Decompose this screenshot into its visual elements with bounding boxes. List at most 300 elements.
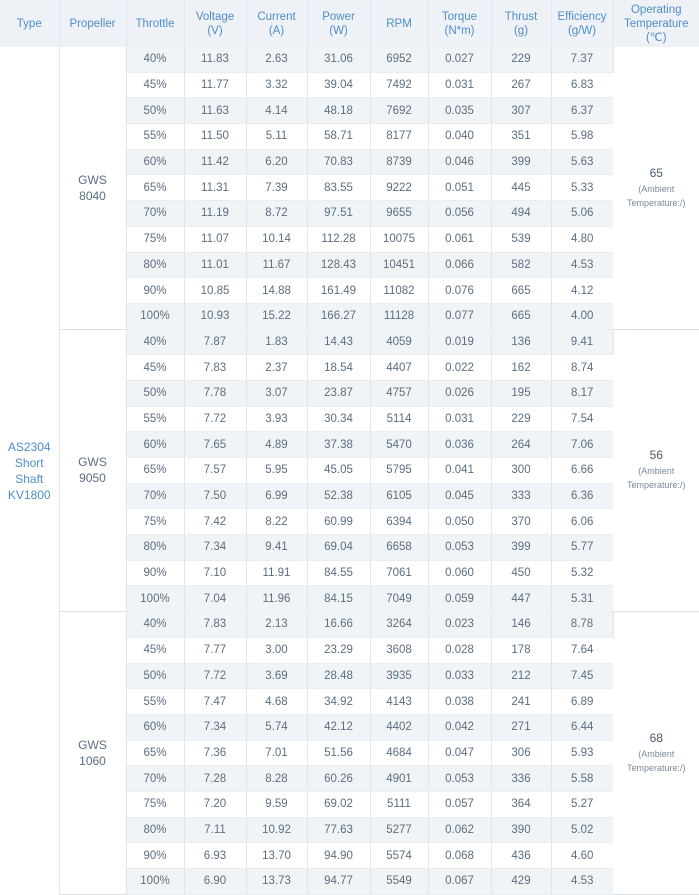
cell-current: 11.91 (246, 560, 307, 586)
cell-throttle: 70% (126, 483, 184, 509)
cell-power: 84.55 (307, 560, 370, 586)
cell-power: 69.04 (307, 535, 370, 561)
cell-power: 128.43 (307, 252, 370, 278)
cell-power: 69.02 (307, 791, 370, 817)
cell-throttle: 75% (126, 791, 184, 817)
cell-voltage: 11.50 (184, 124, 246, 150)
propeller-cell (59, 47, 126, 329)
cell-torque: 0.040 (428, 124, 491, 150)
cell-throttle: 100% (126, 586, 184, 612)
cell-rpm: 5574 (370, 843, 428, 869)
cell-current: 8.72 (246, 201, 307, 227)
cell-throttle: 100% (126, 303, 184, 329)
cell-voltage: 7.78 (184, 380, 246, 406)
cell-current: 3.00 (246, 637, 307, 663)
cell-rpm: 5114 (370, 406, 428, 432)
cell-current: 5.11 (246, 124, 307, 150)
cell-power: 39.04 (307, 72, 370, 98)
header-voltage: Voltage (V) (184, 0, 246, 47)
cell-thrust: 450 (491, 560, 551, 586)
cell-rpm: 4757 (370, 380, 428, 406)
table-body (0, 47, 699, 894)
cell-current: 2.13 (246, 612, 307, 638)
ambient-temperature-note: Temperature:/) (614, 196, 699, 210)
ambient-temperature-note: Temperature:/) (614, 761, 699, 775)
header-operating-temperature: Operating Temperature (℃) (613, 0, 699, 47)
cell-throttle: 65% (126, 740, 184, 766)
cell-rpm: 6394 (370, 509, 428, 535)
cell-efficiency: 6.44 (551, 714, 613, 740)
cell-efficiency: 6.06 (551, 509, 613, 535)
cell-power: 60.26 (307, 766, 370, 792)
cell-voltage: 7.83 (184, 355, 246, 381)
propeller-line: 8040 (60, 188, 126, 204)
ambient-temperature-note: Temperature:/) (614, 478, 699, 492)
cell-power: 28.48 (307, 663, 370, 689)
cell-efficiency: 6.83 (551, 72, 613, 98)
cell-rpm: 7692 (370, 98, 428, 124)
cell-voltage: 11.42 (184, 149, 246, 175)
cell-throttle: 90% (126, 560, 184, 586)
cell-power: 83.55 (307, 175, 370, 201)
cell-current: 15.22 (246, 303, 307, 329)
cell-torque: 0.076 (428, 278, 491, 304)
temperature-value: 65 (614, 166, 699, 180)
cell-throttle: 60% (126, 714, 184, 740)
cell-current: 10.92 (246, 817, 307, 843)
cell-efficiency: 4.80 (551, 226, 613, 252)
cell-voltage: 11.31 (184, 175, 246, 201)
cell-torque: 0.056 (428, 201, 491, 227)
cell-torque: 0.047 (428, 740, 491, 766)
cell-efficiency: 7.06 (551, 432, 613, 458)
cell-throttle: 50% (126, 380, 184, 406)
motor-type-line: Short Shaft (0, 455, 59, 487)
cell-voltage: 7.65 (184, 432, 246, 458)
cell-voltage: 6.93 (184, 843, 246, 869)
cell-current: 6.20 (246, 149, 307, 175)
cell-rpm: 7049 (370, 586, 428, 612)
cell-power: 48.18 (307, 98, 370, 124)
cell-voltage: 11.07 (184, 226, 246, 252)
cell-efficiency: 7.54 (551, 406, 613, 432)
cell-torque: 0.062 (428, 817, 491, 843)
cell-rpm: 3935 (370, 663, 428, 689)
cell-thrust: 306 (491, 740, 551, 766)
cell-torque: 0.031 (428, 72, 491, 98)
cell-voltage: 11.83 (184, 47, 246, 72)
cell-current: 7.01 (246, 740, 307, 766)
motor-type-line: AS2304 (0, 439, 59, 455)
cell-voltage: 10.93 (184, 303, 246, 329)
cell-rpm: 4402 (370, 714, 428, 740)
cell-throttle: 40% (126, 329, 184, 355)
cell-torque: 0.050 (428, 509, 491, 535)
cell-torque: 0.057 (428, 791, 491, 817)
cell-rpm: 4901 (370, 766, 428, 792)
cell-torque: 0.031 (428, 406, 491, 432)
cell-thrust: 436 (491, 843, 551, 869)
cell-current: 7.39 (246, 175, 307, 201)
cell-thrust: 178 (491, 637, 551, 663)
cell-power: 51.56 (307, 740, 370, 766)
cell-thrust: 665 (491, 303, 551, 329)
cell-thrust: 539 (491, 226, 551, 252)
cell-efficiency: 4.53 (551, 869, 613, 895)
cell-current: 13.73 (246, 869, 307, 895)
table-row (0, 612, 699, 638)
cell-efficiency: 5.02 (551, 817, 613, 843)
ambient-temperature-note: (Ambient (614, 747, 699, 761)
cell-rpm: 11128 (370, 303, 428, 329)
cell-thrust: 307 (491, 98, 551, 124)
cell-efficiency: 8.78 (551, 612, 613, 638)
cell-torque: 0.041 (428, 458, 491, 484)
cell-torque: 0.061 (428, 226, 491, 252)
cell-efficiency: 5.06 (551, 201, 613, 227)
cell-rpm: 6952 (370, 47, 428, 72)
cell-rpm: 11082 (370, 278, 428, 304)
cell-torque: 0.060 (428, 560, 491, 586)
cell-thrust: 136 (491, 329, 551, 355)
cell-current: 9.59 (246, 791, 307, 817)
cell-torque: 0.026 (428, 380, 491, 406)
operating-temperature-cell (613, 329, 699, 612)
cell-current: 10.14 (246, 226, 307, 252)
propeller-line: GWS (60, 737, 126, 753)
cell-rpm: 4143 (370, 689, 428, 715)
cell-voltage: 7.50 (184, 483, 246, 509)
cell-power: 112.28 (307, 226, 370, 252)
cell-voltage: 7.72 (184, 663, 246, 689)
cell-current: 4.89 (246, 432, 307, 458)
cell-torque: 0.038 (428, 689, 491, 715)
propeller-cell (59, 329, 126, 612)
cell-efficiency: 4.00 (551, 303, 613, 329)
cell-efficiency: 4.60 (551, 843, 613, 869)
cell-throttle: 45% (126, 355, 184, 381)
cell-power: 34.92 (307, 689, 370, 715)
cell-voltage: 7.83 (184, 612, 246, 638)
cell-voltage: 7.36 (184, 740, 246, 766)
cell-current: 5.95 (246, 458, 307, 484)
cell-current: 8.22 (246, 509, 307, 535)
cell-power: 31.06 (307, 47, 370, 72)
cell-efficiency: 5.58 (551, 766, 613, 792)
cell-torque: 0.042 (428, 714, 491, 740)
cell-torque: 0.051 (428, 175, 491, 201)
cell-voltage: 7.57 (184, 458, 246, 484)
cell-rpm: 7492 (370, 72, 428, 98)
cell-thrust: 447 (491, 586, 551, 612)
cell-rpm: 5795 (370, 458, 428, 484)
cell-thrust: 195 (491, 380, 551, 406)
header-type: Type (0, 0, 59, 47)
cell-efficiency: 5.63 (551, 149, 613, 175)
cell-thrust: 336 (491, 766, 551, 792)
header-torque: Torque (N*m) (428, 0, 491, 47)
cell-efficiency: 7.45 (551, 663, 613, 689)
cell-current: 13.70 (246, 843, 307, 869)
cell-throttle: 50% (126, 98, 184, 124)
cell-throttle: 60% (126, 432, 184, 458)
propeller-line: GWS (60, 172, 126, 188)
cell-thrust: 162 (491, 355, 551, 381)
cell-rpm: 5277 (370, 817, 428, 843)
cell-throttle: 60% (126, 149, 184, 175)
cell-thrust: 241 (491, 689, 551, 715)
cell-throttle: 80% (126, 252, 184, 278)
cell-thrust: 445 (491, 175, 551, 201)
cell-rpm: 5549 (370, 869, 428, 895)
cell-torque: 0.036 (428, 432, 491, 458)
cell-efficiency: 6.89 (551, 689, 613, 715)
cell-rpm: 4684 (370, 740, 428, 766)
cell-thrust: 494 (491, 201, 551, 227)
cell-current: 4.68 (246, 689, 307, 715)
cell-rpm: 10075 (370, 226, 428, 252)
cell-throttle: 75% (126, 509, 184, 535)
cell-throttle: 70% (126, 201, 184, 227)
cell-voltage: 7.42 (184, 509, 246, 535)
ambient-temperature-note: (Ambient (614, 182, 699, 196)
cell-throttle: 55% (126, 689, 184, 715)
table-header-row (0, 0, 699, 47)
cell-thrust: 390 (491, 817, 551, 843)
cell-power: 60.99 (307, 509, 370, 535)
header-efficiency: Efficiency (g/W) (551, 0, 613, 47)
cell-thrust: 264 (491, 432, 551, 458)
cell-current: 5.74 (246, 714, 307, 740)
cell-torque: 0.066 (428, 252, 491, 278)
cell-efficiency: 5.27 (551, 791, 613, 817)
cell-rpm: 10451 (370, 252, 428, 278)
cell-throttle: 80% (126, 535, 184, 561)
cell-torque: 0.019 (428, 329, 491, 355)
cell-voltage: 11.01 (184, 252, 246, 278)
cell-rpm: 6658 (370, 535, 428, 561)
cell-rpm: 8177 (370, 124, 428, 150)
cell-voltage: 6.90 (184, 869, 246, 895)
cell-efficiency: 8.74 (551, 355, 613, 381)
cell-current: 11.96 (246, 586, 307, 612)
cell-current: 8.28 (246, 766, 307, 792)
cell-current: 2.37 (246, 355, 307, 381)
cell-current: 6.99 (246, 483, 307, 509)
cell-torque: 0.068 (428, 843, 491, 869)
cell-thrust: 370 (491, 509, 551, 535)
cell-throttle: 65% (126, 175, 184, 201)
cell-throttle: 40% (126, 612, 184, 638)
cell-power: 45.05 (307, 458, 370, 484)
cell-current: 2.63 (246, 47, 307, 72)
cell-power: 18.54 (307, 355, 370, 381)
cell-current: 9.41 (246, 535, 307, 561)
cell-voltage: 7.87 (184, 329, 246, 355)
cell-rpm: 9655 (370, 201, 428, 227)
table-row (0, 47, 699, 72)
cell-power: 70.83 (307, 149, 370, 175)
cell-throttle: 45% (126, 637, 184, 663)
cell-thrust: 665 (491, 278, 551, 304)
cell-torque: 0.027 (428, 47, 491, 72)
cell-efficiency: 7.64 (551, 637, 613, 663)
cell-voltage: 7.04 (184, 586, 246, 612)
header-current: Current (A) (246, 0, 307, 47)
cell-voltage: 7.77 (184, 637, 246, 663)
cell-voltage: 10.85 (184, 278, 246, 304)
cell-voltage: 7.34 (184, 714, 246, 740)
cell-thrust: 229 (491, 406, 551, 432)
cell-power: 23.29 (307, 637, 370, 663)
cell-current: 3.32 (246, 72, 307, 98)
cell-torque: 0.022 (428, 355, 491, 381)
cell-throttle: 90% (126, 843, 184, 869)
cell-rpm: 8739 (370, 149, 428, 175)
propeller-cell (59, 612, 126, 895)
cell-power: 161.49 (307, 278, 370, 304)
cell-throttle: 80% (126, 817, 184, 843)
cell-thrust: 271 (491, 714, 551, 740)
cell-power: 94.77 (307, 869, 370, 895)
header-throttle: Throttle (126, 0, 184, 47)
cell-power: 42.12 (307, 714, 370, 740)
cell-power: 97.51 (307, 201, 370, 227)
table-row (0, 329, 699, 355)
header-propeller: Propeller (59, 0, 126, 47)
cell-power: 14.43 (307, 329, 370, 355)
cell-torque: 0.067 (428, 869, 491, 895)
cell-efficiency: 6.36 (551, 483, 613, 509)
cell-throttle: 75% (126, 226, 184, 252)
cell-thrust: 364 (491, 791, 551, 817)
cell-power: 52.38 (307, 483, 370, 509)
cell-current: 1.83 (246, 329, 307, 355)
cell-current: 4.14 (246, 98, 307, 124)
cell-thrust: 399 (491, 535, 551, 561)
cell-rpm: 3608 (370, 637, 428, 663)
cell-efficiency: 6.66 (551, 458, 613, 484)
cell-voltage: 7.10 (184, 560, 246, 586)
cell-voltage: 11.19 (184, 201, 246, 227)
cell-voltage: 7.34 (184, 535, 246, 561)
cell-efficiency: 8.17 (551, 380, 613, 406)
cell-power: 30.34 (307, 406, 370, 432)
motor-type-line: KV1800 (0, 487, 59, 503)
cell-efficiency: 7.37 (551, 47, 613, 72)
cell-thrust: 212 (491, 663, 551, 689)
cell-power: 58.71 (307, 124, 370, 150)
cell-efficiency: 9.41 (551, 329, 613, 355)
cell-rpm: 4407 (370, 355, 428, 381)
cell-power: 37.38 (307, 432, 370, 458)
propeller-line: 9050 (60, 470, 126, 486)
cell-voltage: 11.63 (184, 98, 246, 124)
cell-efficiency: 5.31 (551, 586, 613, 612)
cell-rpm: 7061 (370, 560, 428, 586)
cell-torque: 0.077 (428, 303, 491, 329)
header-power: Power (W) (307, 0, 370, 47)
cell-power: 94.90 (307, 843, 370, 869)
cell-efficiency: 5.32 (551, 560, 613, 586)
cell-thrust: 229 (491, 47, 551, 72)
cell-current: 3.69 (246, 663, 307, 689)
cell-rpm: 5111 (370, 791, 428, 817)
cell-power: 84.15 (307, 586, 370, 612)
cell-throttle: 40% (126, 47, 184, 72)
cell-torque: 0.053 (428, 766, 491, 792)
cell-throttle: 90% (126, 278, 184, 304)
cell-voltage: 7.47 (184, 689, 246, 715)
ambient-temperature-note: (Ambient (614, 464, 699, 478)
temperature-value: 68 (614, 731, 699, 745)
cell-efficiency: 4.12 (551, 278, 613, 304)
operating-temperature-cell (613, 612, 699, 895)
cell-efficiency: 4.53 (551, 252, 613, 278)
cell-thrust: 429 (491, 869, 551, 895)
operating-temperature-cell (613, 47, 699, 329)
cell-torque: 0.035 (428, 98, 491, 124)
cell-throttle: 55% (126, 406, 184, 432)
cell-thrust: 351 (491, 124, 551, 150)
cell-torque: 0.023 (428, 612, 491, 638)
cell-voltage: 7.11 (184, 817, 246, 843)
cell-throttle: 100% (126, 869, 184, 895)
cell-throttle: 50% (126, 663, 184, 689)
cell-thrust: 399 (491, 149, 551, 175)
cell-rpm: 5470 (370, 432, 428, 458)
cell-efficiency: 5.93 (551, 740, 613, 766)
cell-current: 11.67 (246, 252, 307, 278)
cell-thrust: 267 (491, 72, 551, 98)
cell-rpm: 3264 (370, 612, 428, 638)
cell-thrust: 582 (491, 252, 551, 278)
cell-efficiency: 5.33 (551, 175, 613, 201)
cell-thrust: 300 (491, 458, 551, 484)
cell-current: 3.93 (246, 406, 307, 432)
cell-throttle: 70% (126, 766, 184, 792)
cell-torque: 0.053 (428, 535, 491, 561)
cell-voltage: 7.20 (184, 791, 246, 817)
cell-efficiency: 5.77 (551, 535, 613, 561)
cell-power: 23.87 (307, 380, 370, 406)
header-rpm: RPM (370, 0, 428, 47)
cell-voltage: 7.72 (184, 406, 246, 432)
cell-rpm: 9222 (370, 175, 428, 201)
cell-torque: 0.059 (428, 586, 491, 612)
cell-torque: 0.028 (428, 637, 491, 663)
header-thrust: Thrust (g) (491, 0, 551, 47)
temperature-value: 56 (614, 448, 699, 462)
cell-current: 3.07 (246, 380, 307, 406)
propeller-line: 1060 (60, 753, 126, 769)
cell-power: 16.66 (307, 612, 370, 638)
cell-torque: 0.045 (428, 483, 491, 509)
cell-thrust: 146 (491, 612, 551, 638)
cell-throttle: 45% (126, 72, 184, 98)
cell-efficiency: 5.98 (551, 124, 613, 150)
cell-rpm: 4059 (370, 329, 428, 355)
cell-torque: 0.046 (428, 149, 491, 175)
propeller-line: GWS (60, 454, 126, 470)
cell-thrust: 333 (491, 483, 551, 509)
cell-power: 77.63 (307, 817, 370, 843)
cell-throttle: 55% (126, 124, 184, 150)
cell-voltage: 11.77 (184, 72, 246, 98)
cell-power: 166.27 (307, 303, 370, 329)
cell-current: 14.88 (246, 278, 307, 304)
cell-rpm: 6105 (370, 483, 428, 509)
